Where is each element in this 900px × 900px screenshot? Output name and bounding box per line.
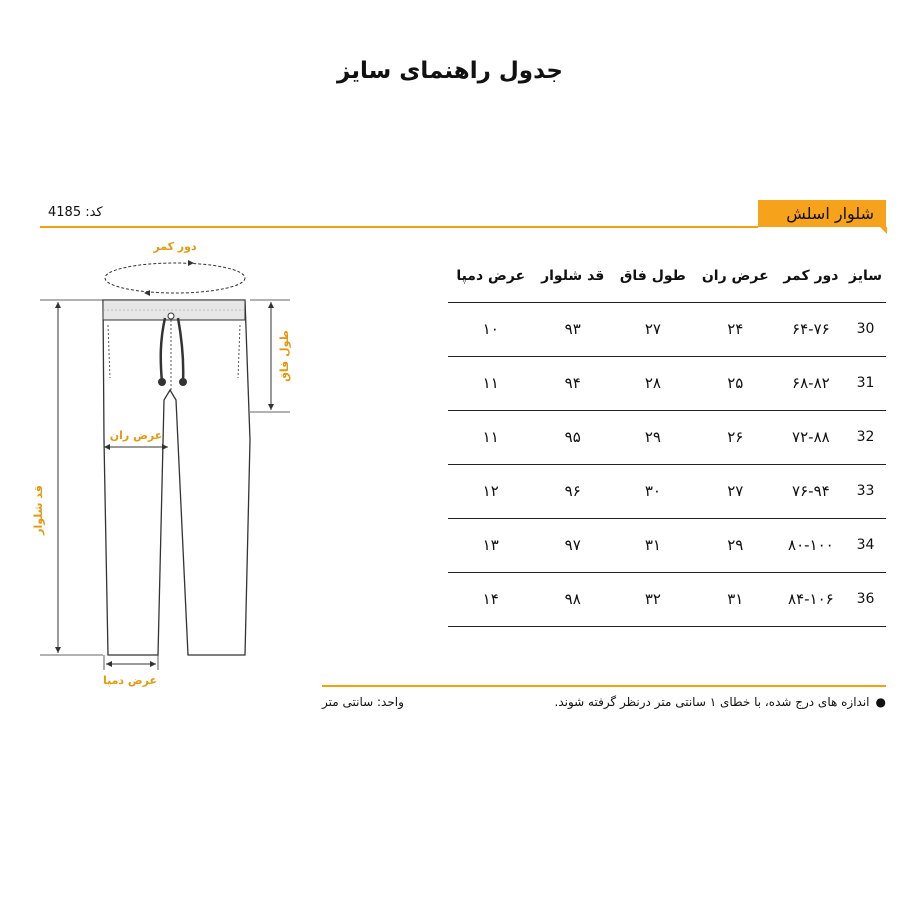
cell-size: 32 (845, 410, 886, 464)
table-row (448, 302, 886, 356)
cell-rise: ۲۸ (612, 356, 694, 410)
cell-thigh: ۲۴ (694, 302, 777, 356)
table-row (448, 356, 886, 410)
table-row (448, 464, 886, 518)
product-code: کد: 4185 (48, 205, 103, 220)
table-row (448, 410, 886, 464)
cell-length: ۹۵ (533, 410, 612, 464)
cell-hem: ۱۰ (448, 302, 533, 356)
table-row (448, 518, 886, 572)
unit-label: واحد: سانتی متر (322, 695, 404, 709)
rise-label: طول فاق (278, 330, 291, 382)
cell-length: ۹۷ (533, 518, 612, 572)
top-divider (40, 226, 758, 228)
cell-waist: ۶۴-۷۶ (777, 302, 845, 356)
cell-hem: ۱۳ (448, 518, 533, 572)
cell-size: 36 (845, 572, 886, 626)
cell-waist: ۸۰-۱۰۰ (777, 518, 845, 572)
cell-waist: ۷۶-۹۴ (777, 464, 845, 518)
cell-thigh: ۲۶ (694, 410, 777, 464)
cell-size: 30 (845, 302, 886, 356)
cell-length: ۹۴ (533, 356, 612, 410)
cell-waist: ۸۴-۱۰۶ (777, 572, 845, 626)
pants-outline (103, 300, 250, 655)
measurement-note (555, 695, 887, 709)
cell-rise: ۲۷ (612, 302, 694, 356)
cell-hem: ۱۲ (448, 464, 533, 518)
table-row (448, 572, 886, 626)
cell-thigh: ۲۷ (694, 464, 777, 518)
header-hem: عرض دمپا (448, 250, 533, 302)
cell-rise: ۳۰ (612, 464, 694, 518)
header-thigh: عرض ران (694, 250, 777, 302)
waist-label: دور کمر (153, 240, 197, 253)
header-rise: طول فاق (612, 250, 694, 302)
cell-rise: ۳۲ (612, 572, 694, 626)
cell-size: 34 (845, 518, 886, 572)
header-length: قد شلوار (533, 250, 612, 302)
waist-arrow-top (188, 260, 194, 266)
length-label: قد شلوار (32, 485, 45, 535)
cell-hem: ۱۱ (448, 356, 533, 410)
note-text: اندازه های درج شده، با خطای ۱ سانتی متر درنظر گرفته شوند. (554, 695, 870, 709)
cell-rise: ۲۹ (612, 410, 694, 464)
hem-label: عرض دمپا (102, 674, 158, 687)
cell-length: ۹۳ (533, 302, 612, 356)
cell-thigh: ۳۱ (694, 572, 777, 626)
product-name-badge: شلوار اسلش (758, 200, 886, 227)
header-size: سایز (845, 250, 886, 302)
cell-length: ۹۸ (533, 572, 612, 626)
cell-length: ۹۶ (533, 464, 612, 518)
cell-size: 33 (845, 464, 886, 518)
bottom-divider (322, 685, 886, 687)
size-table (448, 250, 886, 627)
bullet-icon: ● (875, 695, 886, 709)
page-title: جدول راهنمای سایز (337, 58, 563, 84)
cell-waist: ۷۲-۸۸ (777, 410, 845, 464)
table-header-row (448, 250, 886, 302)
cell-thigh: ۲۵ (694, 356, 777, 410)
cell-rise: ۳۱ (612, 518, 694, 572)
waist-arrow-bottom (144, 290, 150, 296)
cell-thigh: ۲۹ (694, 518, 777, 572)
cell-size: 31 (845, 356, 886, 410)
header-waist: دور کمر (777, 250, 845, 302)
cell-hem: ۱۴ (448, 572, 533, 626)
cell-hem: ۱۱ (448, 410, 533, 464)
thigh-label: عرض ران (109, 429, 163, 442)
waist-ellipse (105, 263, 245, 293)
pants-diagram (0, 230, 330, 700)
cell-waist: ۶۸-۸۲ (777, 356, 845, 410)
